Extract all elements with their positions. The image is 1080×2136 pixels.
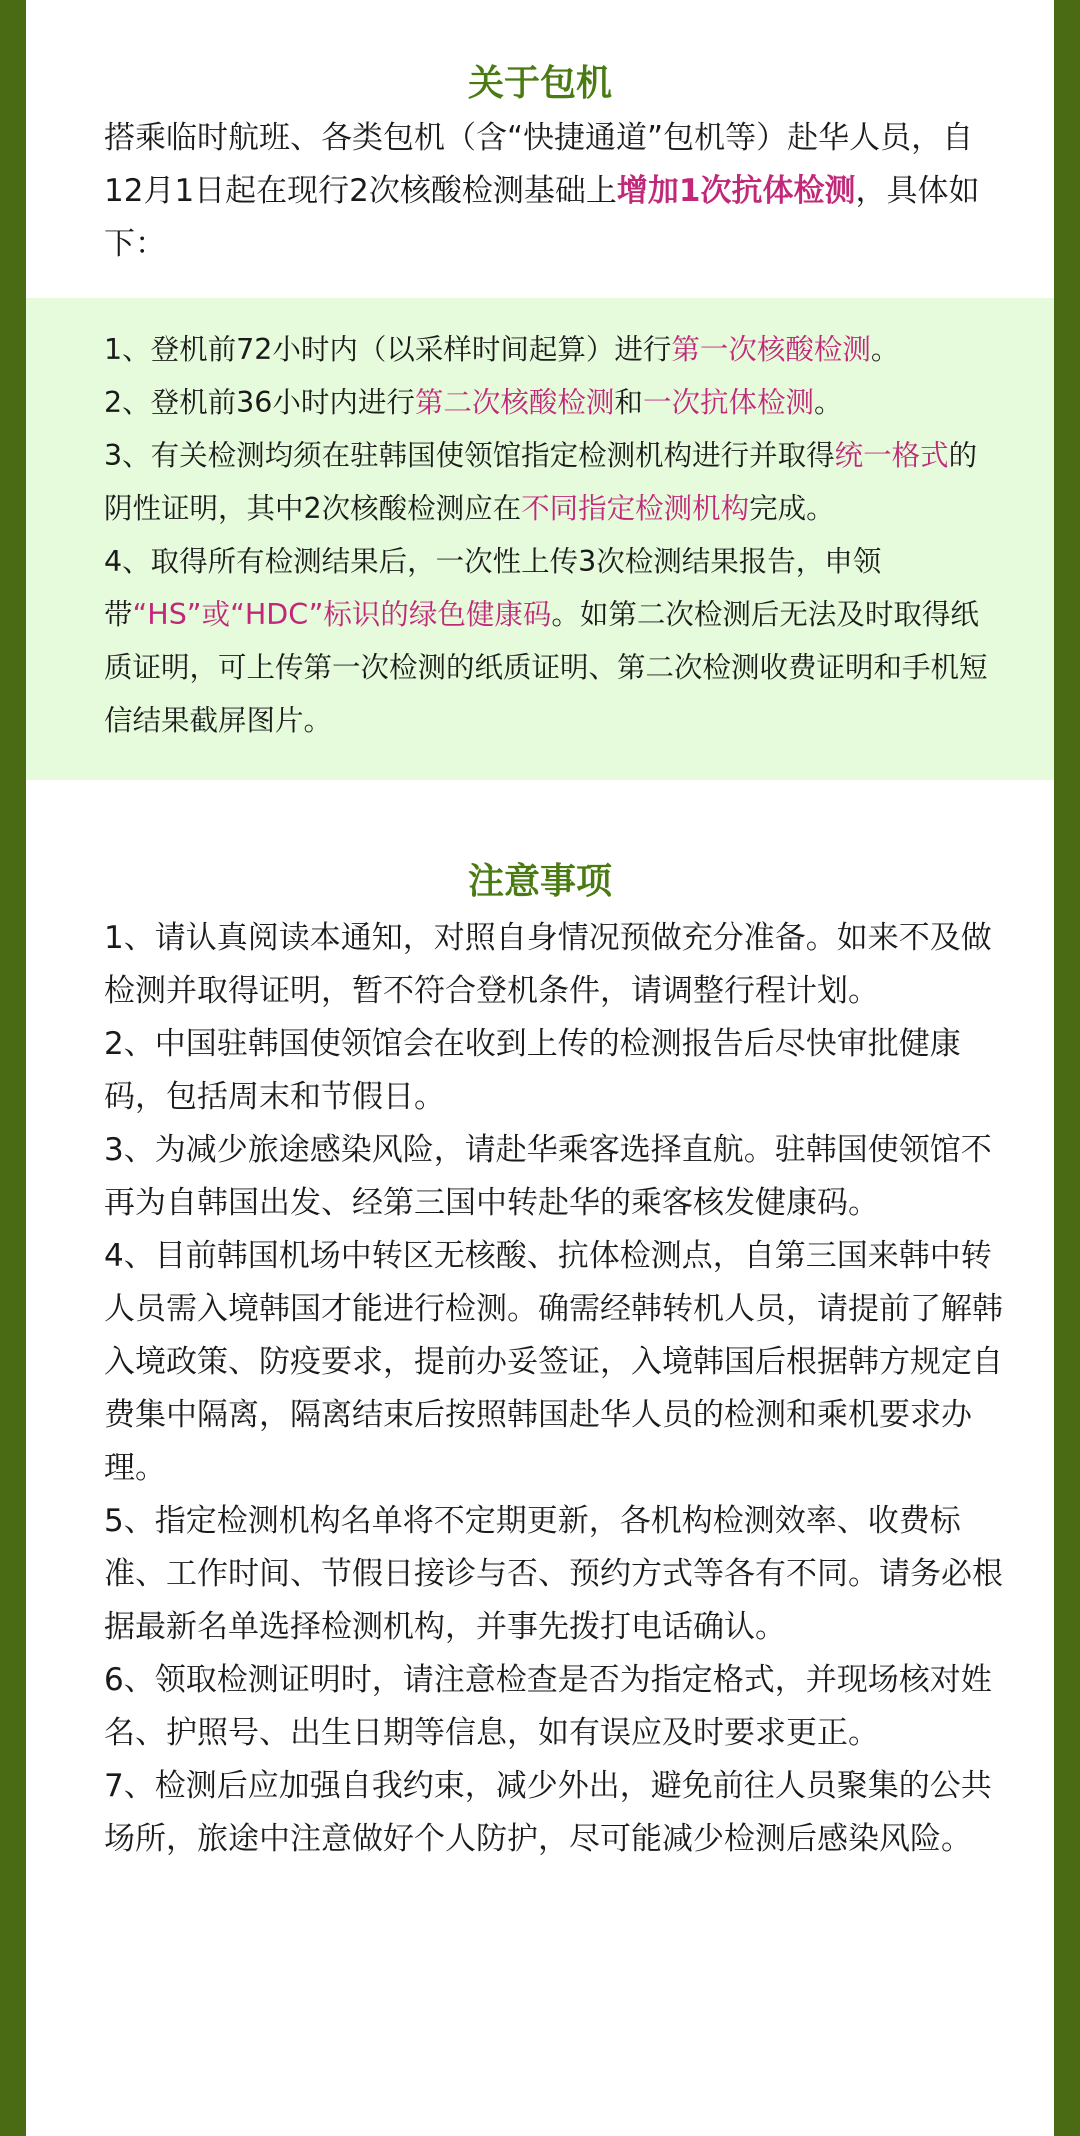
requirement-2-mid: 和 — [614, 386, 643, 419]
note-item-1: 1、请认真阅读本通知，对照自身情况预做充分准备。如来不及做检测并取得证明，暂不符合登机条件，请调整行程计划。 — [104, 920, 992, 1009]
different-institutions-highlight: 不同指定检测机构 — [521, 492, 750, 525]
note-item-4: 4、目前韩国机场中转区无核酸、抗体检测点，自第三国来韩中转人员需入境韩国才能进行检测。确需经韩转机人员，请提前了解韩入境政策、防疫要求，提前办妥签证，入境韩国后根据韩方规定自费集中隔离，隔离结束后按照韩国赴华人员的检测和乘机要求办理。 — [104, 1238, 1003, 1486]
notes-list — [104, 912, 1004, 1866]
requirement-2-text: 2、登机前36小时内进行 — [104, 386, 415, 419]
note-item-5: 5、指定检测机构名单将不定期更新，各机构检测效率、收费标准、工作时间、节假日接诊与否、预约方式等各有不同。请务必根据最新名单选择检测机构，并事先拨打电话确认。 — [104, 1503, 1003, 1645]
charter-section-title: 关于包机 — [467, 63, 612, 104]
notes-section-title: 注意事项 — [467, 861, 612, 902]
antibody-test-highlight: 增加1次抗体检测 — [616, 173, 856, 209]
requirement-4-end: 。如第二次检测后无法及时取得纸质证明，可上传第一次检测的纸质证明、第二次检测收费证明和手机短信结果截屏图片。 — [104, 598, 988, 737]
requirement-item-4 — [104, 535, 1004, 747]
green-health-code-highlight: “HS”或“HDC”标识的绿色健康码 — [132, 598, 552, 631]
unified-format-highlight: 统一格式 — [834, 439, 949, 472]
requirement-item-1 — [104, 323, 1004, 376]
note-item-7: 7、检测后应加强自我约束，减少外出，避免前往人员聚集的公共场所，旅途中注意做好个人防护，尽可能减少检测后感染风险。 — [104, 1768, 992, 1857]
requirements-list — [104, 323, 1004, 747]
requirement-1-end: 。 — [870, 333, 900, 366]
charter-intro — [104, 112, 1004, 271]
note-item-2: 2、中国驻韩国使领馆会在收到上传的检测报告后尽快审批健康码，包括周末和节假日。 — [104, 1026, 961, 1115]
note-item-6: 6、领取检测证明时，请注意检查是否为指定格式，并现场核对姓名、护照号、出生日期等信息，如有误应及时要求更正。 — [104, 1662, 992, 1751]
charter-intro-text: 搭乘临时航班、各类包机（含“快捷通道”包机等）赴华人员，自12月1日起在现行2次核酸检测基础上 — [104, 120, 974, 209]
requirement-item-3 — [104, 429, 1004, 535]
first-pcr-test-highlight: 第一次核酸检测 — [671, 333, 871, 366]
requirement-item-2 — [104, 376, 1004, 429]
requirement-4-text: 4、取得所有检测结果后，一次性上传3次检测结果报告，申领带 — [104, 545, 882, 631]
requirement-3-end: 完成。 — [749, 492, 835, 525]
second-pcr-test-highlight: 第二次核酸检测 — [414, 386, 615, 419]
requirement-1-text: 1、登机前72小时内（以采样时间起算）进行 — [104, 333, 672, 366]
charter-intro-end: ，具体如下： — [104, 173, 980, 262]
requirement-3-mid: 的阴性证明，其中2次核酸检测应在 — [104, 439, 978, 525]
antibody-test-item-highlight: 一次抗体检测 — [642, 386, 814, 419]
notice-page — [26, 0, 1054, 2136]
note-item-3: 3、为减少旅途感染风险，请赴华乘客选择直航。驻韩国使领馆不再为自韩国出发、经第三国中转赴华的乘客核发健康码。 — [104, 1132, 992, 1221]
requirement-2-end: 。 — [813, 386, 843, 419]
requirement-3-text: 3、有关检测均须在驻韩国使领馆指定检测机构进行并取得 — [104, 439, 835, 472]
